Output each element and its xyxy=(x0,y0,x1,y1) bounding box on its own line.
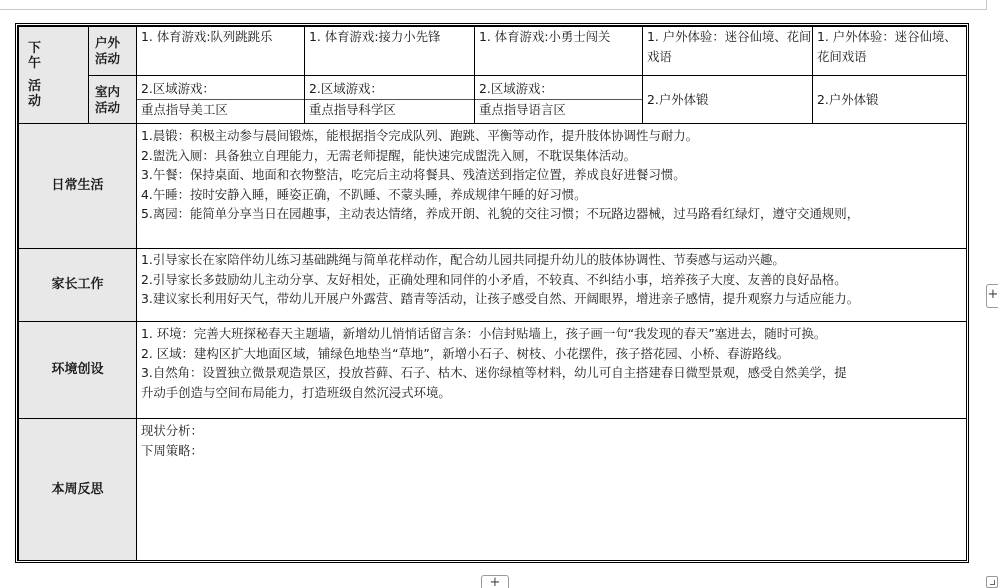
daily-life-row xyxy=(19,124,967,249)
indoor-activity-label xyxy=(89,76,137,124)
cell-text: 2.区域游戏： xyxy=(309,81,383,96)
indoor-label-line: 活动 xyxy=(95,99,121,115)
cell-text: 重点指导科学区 xyxy=(305,99,474,120)
afternoon-header-char: 午 xyxy=(28,56,42,71)
indoor-label-line: 室内 xyxy=(95,83,121,99)
cell-text: 2.户外体锻 xyxy=(817,91,879,107)
daily-life-content[interactable] xyxy=(137,124,967,249)
reflection-content[interactable] xyxy=(137,419,967,561)
reflection-line: 现状分析： xyxy=(141,423,203,438)
environment-line: 2. 区域：建构区扩大地面区域，铺绿色地垫当“草地”，新增小石子、树枝、小花摆件，孩子搭花园、小桥、春游路线。 xyxy=(141,345,790,361)
daily-life-line: 2.盥洗入厕：具备独立自理能力，无需老师提醒，能快速完成盥洗入厕，不耽误集体活动。 xyxy=(141,147,637,163)
add-row-button[interactable]: + xyxy=(481,575,509,588)
daily-life-line: 5.离园：能简单分享当日在园趣事，主动表达情绪，养成开朗、礼貌的交往习惯；不玩路边器械，过马路看红绿灯，遵守交通规则， xyxy=(141,206,860,221)
outdoor-label-line: 户外 xyxy=(95,35,121,50)
afternoon-activity-header xyxy=(19,27,89,124)
environment-row xyxy=(19,322,967,419)
daily-life-label: 日常生活 xyxy=(19,124,137,249)
outdoor-cell-2[interactable] xyxy=(305,27,475,76)
cell-text: 2.户外体锻 xyxy=(647,91,709,107)
parent-work-line: 2.引导家长多鼓励幼儿主动分享、友好相处，正确处理和同伴的小矛盾，不较真、不纠结小事，培养孩子大度、友善的良好品格。 xyxy=(141,271,847,287)
reflection-label: 本周反思 xyxy=(19,419,137,561)
outdoor-label-line: 活动 xyxy=(95,51,121,66)
page-corner-mark xyxy=(986,0,987,10)
parent-work-row xyxy=(19,249,967,322)
environment-line: 升动手创造与空间布局能力，打造班级自然沉浸式环境。 xyxy=(141,384,451,400)
parent-work-label: 家长工作 xyxy=(19,249,137,322)
afternoon-outdoor-row xyxy=(19,27,967,76)
table-resize-handle-icon[interactable] xyxy=(986,576,998,588)
afternoon-header-char: 下 xyxy=(28,41,42,56)
cell-text: 重点指导美工区 xyxy=(137,99,304,120)
daily-life-line: 4.午睡：按时安静入睡，睡姿正确，不趴睡、不蒙头睡，养成规律午睡的好习惯。 xyxy=(141,186,587,202)
environment-line: 3.自然角：设置独立微景观造景区，投放苔藓、石子、枯木、迷你绿植等材料，幼儿可自主搭建春日微型景观，感受自然美学，提 xyxy=(141,365,847,380)
outdoor-cell-5[interactable] xyxy=(813,27,967,76)
cell-text: 1. 户外体验：迷谷仙境、花间戏语 xyxy=(647,29,812,64)
parent-work-line: 1.引导家长在家陪伴幼儿练习基础跳绳与简单花样动作，配合幼儿园共同提升幼儿的肢体协调性、节奏感与运动兴趣。 xyxy=(141,252,785,267)
reflection-line: 下周策略： xyxy=(141,442,203,458)
cell-text: 1. 户外体验：迷谷仙境、花间戏语 xyxy=(817,29,957,64)
indoor-cell-4[interactable] xyxy=(643,76,813,124)
weekly-plan-table[interactable] xyxy=(18,26,967,561)
cell-text: 重点指导语言区 xyxy=(475,99,642,120)
add-column-button[interactable]: + xyxy=(986,284,998,308)
outdoor-cell-4[interactable] xyxy=(643,27,813,76)
indoor-cell-2[interactable] xyxy=(305,76,475,124)
cell-text: 2.区域游戏： xyxy=(141,81,215,96)
afternoon-header-char: 动 xyxy=(28,94,42,109)
daily-life-line: 1.晨锻：积极主动参与晨间锻炼，能根据指令完成队列、跑跳、平衡等动作，提升肢体协调性与耐力。 xyxy=(141,128,699,143)
afternoon-header-char: 活 xyxy=(28,79,42,94)
environment-line: 1. 环境：完善大班探秘春天主题墙，新增幼儿悄悄话留言条：小信封贴墙上，孩子画一句“我发现的春天”塞进去，随时可换。 xyxy=(141,326,827,341)
reflection-row xyxy=(19,419,967,561)
parent-work-line: 3.建议家长利用好天气，带幼儿开展户外露营、踏青等活动，让孩子感受自然、开阔眼界，增进亲子感情，提升观察力与适应能力。 xyxy=(141,291,860,306)
cell-text: 1. 体育游戏:队列跳跳乐 xyxy=(141,29,273,44)
outdoor-cell-3[interactable] xyxy=(475,27,643,76)
environment-content[interactable] xyxy=(137,322,967,419)
outdoor-cell-1[interactable] xyxy=(137,27,305,76)
indoor-cell-5[interactable] xyxy=(813,76,967,124)
cell-text: 1. 体育游戏:小勇士闯关 xyxy=(479,29,611,44)
afternoon-indoor-row xyxy=(19,76,967,124)
parent-work-content[interactable] xyxy=(137,249,967,322)
indoor-cell-1[interactable] xyxy=(137,76,305,124)
cell-text: 2.区域游戏： xyxy=(479,81,553,96)
daily-life-line: 3.午餐：保持桌面、地面和衣物整洁，吃完后主动将餐具、残渣送到指定位置，养成良好进餐习惯。 xyxy=(141,167,686,182)
environment-label: 环境创设 xyxy=(19,322,137,419)
indoor-cell-3[interactable] xyxy=(475,76,643,124)
page-top-rule xyxy=(0,9,986,10)
cell-text: 1. 体育游戏:接力小先锋 xyxy=(309,29,441,44)
outdoor-activity-label xyxy=(89,27,137,76)
